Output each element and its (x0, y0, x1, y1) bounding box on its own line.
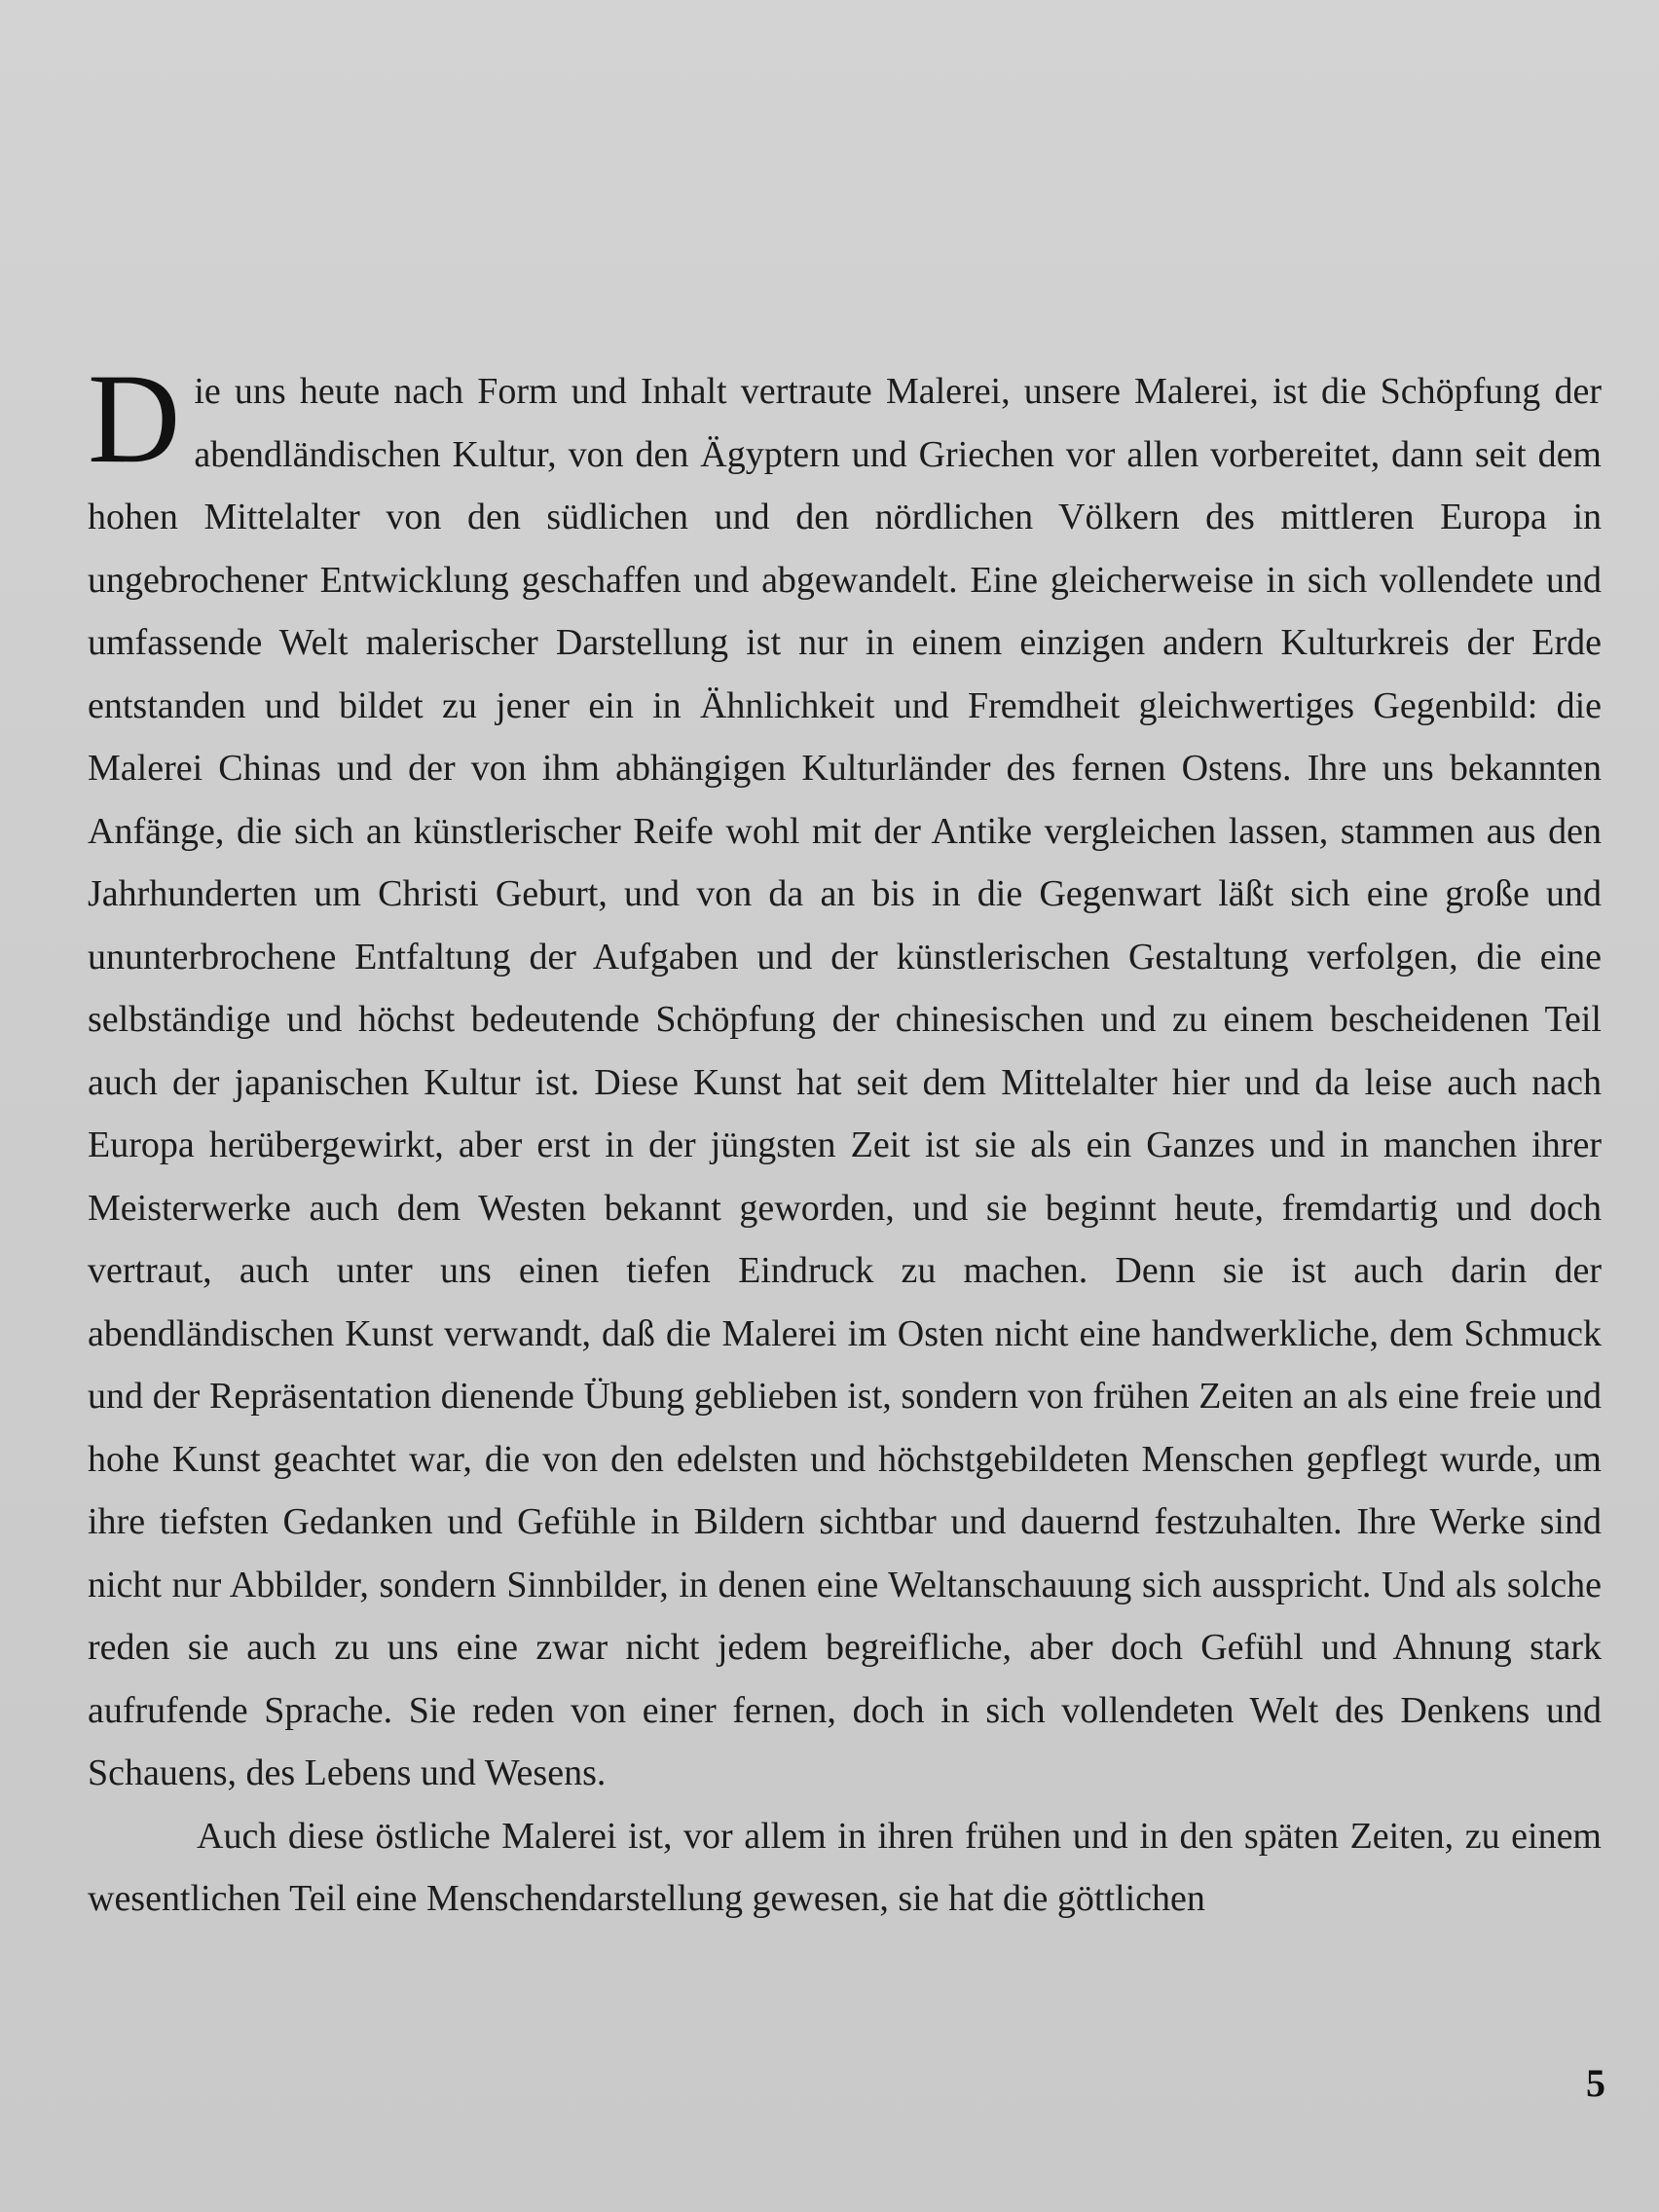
paragraph-1 (88, 347, 1602, 1805)
body-text (88, 347, 1602, 1931)
page-number: 5 (1586, 2061, 1605, 2105)
paragraph-2: Auch diese östliche Malerei ist, vor allem in ihren frühen und in den späten Zeiten, zu einem wesentlichen Teil eine Menschendarstellung gewesen, sie hat die göttlichen (88, 1815, 1602, 1919)
drop-cap: D (88, 347, 181, 490)
paragraph-1-text: ie uns heute nach Form und Inhalt vertraute Malerei, unsere Malerei, ist die Schöpfung der abendländischen Kultur, von den Ägyptern und Griechen vor allen vorbereitet, dann seit dem hohen Mittelalter von den südlichen und den nördlichen Völkern des mittleren Europa in ungebrochener Entwicklung geschaffen und abgewandelt. Eine gleicherweise in sich vollendete und umfassende Welt malerischer Darstellung ist nur in einem einzigen andern Kulturkreis der Erde entstanden und bildet zu jener ein in Ähnlichkeit und Fremdheit gleichwertiges Gegenbild: die Malerei Chinas und der von ihm abhängigen Kulturländer des fernen Ostens. Ihre uns bekannten Anfänge, die sich an künstlerischer Reife wohl mit der Antike vergleichen lassen, stammen aus den Jahrhunderten um Christi Geburt, und von da an bis in die Gegenwart läßt sich eine große und ununterbrochene Entfaltung der Aufgaben und der künstlerischen Gestaltung verfolgen, die eine selbständige und höchst bedeutende Schöpfung der chinesischen und zu einem bescheidenen Teil auch der japanischen Kultur ist. Diese Kunst hat seit dem Mittelalter hier und da leise auch nach Europa herübergewirkt, aber erst in der jüngsten Zeit ist sie als ein Ganzes und in manchen ihrer Meisterwerke auch dem Westen bekannt geworden, und sie beginnt heute, fremdartig und doch vertraut, auch unter uns einen tiefen Eindruck zu machen. Denn sie ist auch darin der abendländischen Kunst verwandt, daß die Malerei im Osten nicht eine handwerkliche, dem Schmuck und der Repräsentation dienende Übung geblieben ist, sondern von frühen Zeiten an als eine freie und hohe Kunst geachtet war, die von den edelsten und höchstgebildeten Menschen gepflegt wurde, um ihre tiefsten Gedanken und Gefühle in Bildern sichtbar und dauernd festzuhalten. Ihre Werke sind nicht nur Abbilder, sondern Sinnbilder, in denen eine Weltanschauung sich ausspricht. Und als solche reden sie auch zu uns eine zwar nicht jedem begreifliche, aber doch Gefühl und Ahnung stark aufrufende Sprache. Sie reden von einer fernen, doch in sich vollendeten Welt des Denkens und Schauens, des Lebens und Wesens. (88, 371, 1602, 1793)
